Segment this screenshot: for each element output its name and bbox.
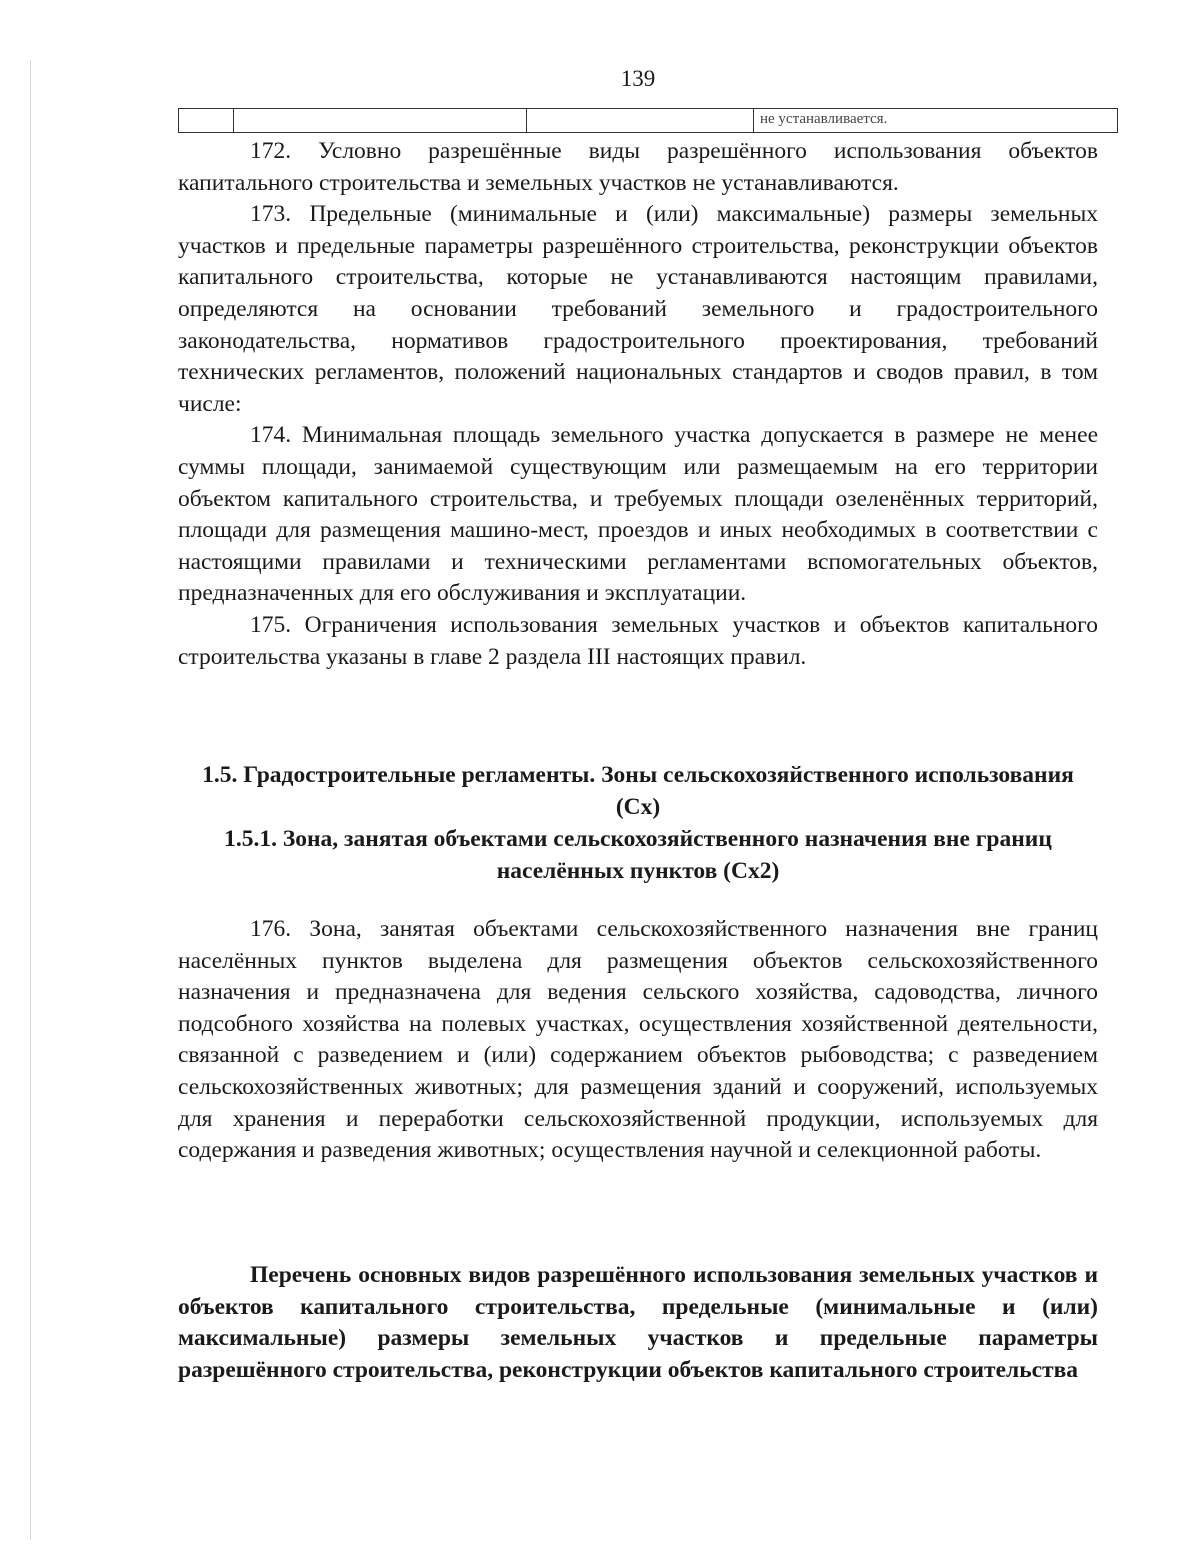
paragraphs-bottom: [178, 914, 1098, 1167]
section-heading: 1.5. Градостроительные регламенты. Зоны сельскохозяйственного использования (Сх): [202, 762, 1074, 820]
scan-edge-line: [30, 60, 31, 1540]
table-column-divider: [233, 109, 234, 132]
paragraph-172: 172. Условно разрешённые виды разрешённого использования объектов капитального строительства и земельных участков не устанавливаются.: [178, 138, 1098, 196]
paragraph-176: 176. Зона, занятая объектами сельскохозяйственного назначения вне границ населённых пунктов выделена для размещения объектов сельскохозяйственного назначения и предназначена для ведения сельского хозяйства, садоводства, личного подсобного хозяйства на полевых участках, осуществления хозяйственной деятельности, связанной с разведением и (или) содержанием объектов рыбоводства; с разведением сельскохозяйственных животных; для размещения зданий и сооружений, используемых для хранения и переработки сельскохозяйственной продукции, используемых для содержания и разведения животных; осуществления научной и селекционной работы.: [178, 916, 1098, 1164]
paragraph-173: 173. Предельные (минимальные и (или) максимальные) размеры земельных участков и предельные параметры разрешённого строительства, реконструкции объектов капитального строительства, которые не устанавливаются настоящим правилами, определяются на основании требований земельного и градостроительного законодательства, нормативов градостроительного проектирования, требований технических регламентов, положений национальных стандартов и сводов правил, в том числе:: [178, 201, 1098, 417]
table-fragment: [178, 108, 1118, 133]
paragraph-174: 174. Минимальная площадь земельного участка допускается в размере не менее суммы площади, занимаемой существующим или размещаемым на его территории объектом капитального строительства, и требуемых площади озеленённых территорий, площади для размещения машино-мест, проездов и иных необходимых в соответствии с настоящими правилами и техническими регламентами вспомогательных объектов, предназначенных для его обслуживания и эксплуатации.: [178, 422, 1098, 607]
table-border-right: [1117, 109, 1118, 132]
page-number: 139: [620, 66, 656, 91]
table-cell-text: не устанавливается.: [760, 111, 888, 127]
paragraph-175: 175. Ограничения использования земельных участков и объектов капитального строительства указаны в главе 2 раздела III настоящих правил.: [178, 611, 1098, 670]
subsection-heading: 1.5.1. Зона, занятая объектами сельскохозяйственного назначения вне границ населённых пунктов (Сх2): [224, 826, 1052, 884]
paragraphs-top: [178, 136, 1098, 673]
table-column-divider: [753, 109, 754, 132]
table-column-divider: [526, 109, 527, 132]
list-heading: Перечень основных видов разрешённого использования земельных участков и объектов капитального строительства, предельные (минимальные и (или) максимальные) размеры земельных участков и предельные параметры разрешённого строительства, реконструкции объектов капитального строительства: [178, 1262, 1098, 1383]
table-border-left: [178, 109, 179, 132]
